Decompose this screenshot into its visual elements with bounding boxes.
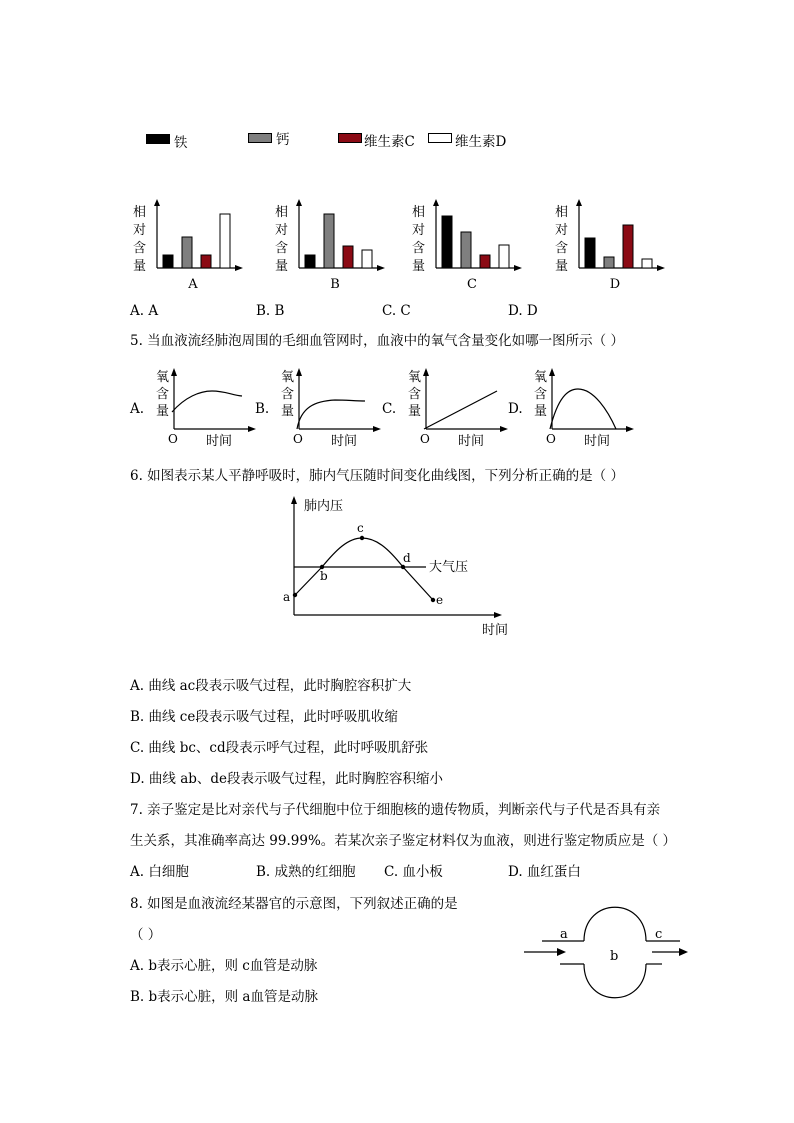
bar-b-2 [343, 246, 353, 268]
q8-stem: 8. 如图是血液流经某器官的示意图，下列叙述正确的是 [130, 896, 458, 912]
bar-c-3 [499, 245, 509, 268]
q6-stem: 6. 如图表示某人平静呼吸时，肺内气压随时间变化曲线图，下列分析正确的是（ ） [130, 468, 624, 484]
x-axis-arrow [500, 426, 508, 432]
x-axis-label: 时间 [482, 623, 509, 638]
bar-b-3 [362, 250, 372, 268]
origin-label: O [546, 432, 556, 446]
bar-d-3 [642, 259, 652, 268]
q4-option-b: B. B [256, 303, 285, 319]
y-axis-label-char: 对 [133, 223, 147, 238]
vessel-a-arrowhead [557, 948, 566, 956]
point-e [431, 598, 435, 602]
y-axis-label-char: 相 [275, 205, 289, 220]
y-axis-arrow [549, 368, 555, 376]
label-c: c [655, 927, 663, 942]
x-axis-arrow [235, 265, 243, 271]
legend-label-iron: 铁 [174, 135, 188, 151]
q5-option-label-a: A. [130, 401, 145, 417]
bar-d-1 [604, 257, 614, 268]
x-axis-arrow [626, 426, 634, 432]
y-axis-label-char: 对 [412, 223, 426, 238]
x-axis-label: 时间 [458, 434, 485, 449]
y-axis-arrow [171, 368, 177, 376]
y-axis-label-char: 含 [156, 387, 170, 402]
q6-option-d: D. 曲线 ab、de段表示吸气过程，此时胸腔容积缩小 [130, 771, 444, 787]
chart-title: B [330, 277, 340, 292]
label-b: b [610, 949, 619, 964]
oxygen-graph-a [150, 367, 270, 449]
x-axis-label: 时间 [331, 434, 358, 449]
legend-swatch-iron [146, 134, 170, 144]
bar-b-1 [324, 214, 334, 268]
y-axis-arrow [576, 199, 582, 206]
q7-option-a: A. 白细胞 [130, 864, 189, 880]
y-axis-label-char: 对 [555, 223, 569, 238]
y-axis-label-char: 量 [275, 259, 289, 274]
y-axis-label-char: 量 [408, 404, 422, 419]
q7-stem-line2: 生关系，其准确率高达 99.99%。若某次亲子鉴定材料仅为血液，则进行鉴定物质应是（ ） [130, 833, 677, 849]
q4-option-c: C. C [382, 303, 411, 319]
bar-chart-d [555, 198, 673, 293]
origin-label: O [420, 432, 430, 446]
atmospheric-pressure-label: 大气压 [429, 560, 469, 575]
y-axis-label-char: 含 [275, 241, 289, 256]
y-axis-label-char: 氧 [534, 370, 548, 385]
label-e: e [436, 593, 444, 607]
q8-option-a: A. b表示心脏，则 c血管是动脉 [130, 958, 318, 974]
x-axis-arrow [494, 612, 502, 618]
bar-d-0 [585, 238, 595, 268]
y-axis-label-char: 氧 [281, 370, 295, 385]
oxygen-graph-b [275, 367, 395, 449]
q5-option-label-c: C. [382, 401, 397, 417]
y-axis-label-char: 含 [281, 387, 295, 402]
q7-option-d: D. 血红蛋白 [508, 864, 581, 880]
point-a [293, 593, 297, 597]
lung-pressure-diagram [276, 490, 526, 640]
vessel-c-arrowhead [679, 948, 688, 956]
organ-blood-flow-diagram [522, 896, 692, 1006]
legend-label-vitamin-d: 维生素D [455, 134, 507, 150]
q5-stem: 5. 当血液流经肺泡周围的毛细血管网时，血液中的氧气含量变化如哪一图所示（ ） [130, 333, 624, 349]
bar-c-0 [442, 216, 452, 268]
bar-chart-a [133, 198, 251, 293]
q7-option-b: B. 成熟的红细胞 [256, 864, 356, 880]
q8-option-b: B. b表示心脏，则 a血管是动脉 [130, 989, 318, 1005]
origin-label: O [293, 432, 303, 446]
y-axis-label-char: 氧 [156, 370, 170, 385]
legend-swatch-vitamin-d [428, 133, 452, 143]
y-axis-label: 肺内压 [304, 499, 344, 514]
y-axis-label-char: 对 [275, 223, 289, 238]
y-axis-label-char: 含 [133, 241, 147, 256]
legend-label-calcium: 钙 [276, 132, 290, 148]
x-axis-arrow [657, 265, 665, 271]
x-axis-arrow [377, 265, 385, 271]
y-axis-label-char: 量 [156, 404, 170, 419]
bar-c-1 [461, 232, 471, 268]
bar-chart-b [275, 198, 393, 293]
q4-option-a: A. A [130, 303, 159, 319]
chart-title: A [188, 277, 198, 292]
x-axis-arrow [373, 426, 381, 432]
y-axis-arrow [154, 199, 160, 206]
q4-option-d: D. D [508, 303, 538, 319]
x-axis-arrow [514, 265, 522, 271]
oxygen-curve [172, 391, 242, 412]
y-axis-arrow [433, 199, 439, 206]
bar-c-2 [480, 255, 490, 268]
chart-title: D [609, 277, 621, 292]
point-d [401, 565, 405, 569]
y-axis-arrow [291, 496, 297, 504]
label-c: c [357, 521, 364, 535]
bar-chart-c [412, 198, 530, 293]
y-axis-arrow [423, 368, 429, 376]
y-axis-label-char: 含 [412, 241, 426, 256]
legend-label-vitamin-c: 维生素C [364, 134, 415, 150]
oxygen-curve [424, 391, 497, 429]
y-axis-label-char: 含 [555, 241, 569, 256]
bar-d-2 [623, 225, 633, 268]
y-axis-label-char: 相 [555, 205, 569, 220]
q5-option-label-b: B. [255, 401, 270, 417]
label-a: a [560, 927, 568, 942]
legend-swatch-vitamin-c [338, 133, 362, 143]
label-a: a [283, 590, 291, 604]
y-axis-arrow [296, 199, 302, 206]
y-axis-label-char: 含 [408, 387, 422, 402]
y-axis-label-char: 含 [534, 387, 548, 402]
y-axis-label-char: 量 [555, 259, 569, 274]
bar-a-1 [182, 237, 192, 268]
y-axis-label-char: 相 [133, 205, 147, 220]
bar-b-0 [305, 255, 315, 268]
y-axis-label-char: 量 [133, 259, 147, 274]
q7-option-c: C. 血小板 [384, 864, 443, 880]
q6-option-c: C. 曲线 bc、cd段表示呼气过程，此时呼吸肌舒张 [130, 740, 429, 756]
oxygen-graph-c [402, 367, 522, 449]
bar-a-0 [163, 255, 173, 268]
y-axis-label-char: 量 [281, 404, 295, 419]
oxygen-graph-d [528, 367, 648, 449]
x-axis-label: 时间 [206, 434, 233, 449]
q7-stem-line1: 7. 亲子鉴定是比对亲代与子代细胞中位于细胞核的遗传物质，判断亲代与子代是否具有亲 [130, 802, 661, 818]
chart-title: C [467, 277, 477, 292]
x-axis-arrow [248, 426, 256, 432]
bar-a-2 [201, 255, 211, 268]
label-b: b [320, 569, 328, 583]
bar-a-3 [220, 214, 230, 268]
origin-label: O [168, 432, 178, 446]
pressure-curve [295, 538, 433, 600]
y-axis-label-char: 量 [412, 259, 426, 274]
x-axis-label: 时间 [584, 434, 611, 449]
legend-swatch-calcium [248, 133, 272, 143]
q6-option-a: A. 曲线 ac段表示吸气过程，此时胸腔容积扩大 [130, 678, 412, 694]
point-c [360, 536, 364, 540]
y-axis-label-char: 氧 [408, 370, 422, 385]
q5-option-label-d: D. [508, 401, 523, 417]
q6-option-b: B. 曲线 ce段表示吸气过程，此时呼吸肌收缩 [130, 709, 398, 725]
label-d: d [403, 551, 411, 565]
q8-paren: （ ） [130, 927, 162, 943]
oxygen-curve [297, 400, 365, 429]
y-axis-arrow [296, 368, 302, 376]
y-axis-label-char: 量 [534, 404, 548, 419]
oxygen-curve [550, 389, 616, 429]
y-axis-label-char: 相 [412, 205, 426, 220]
